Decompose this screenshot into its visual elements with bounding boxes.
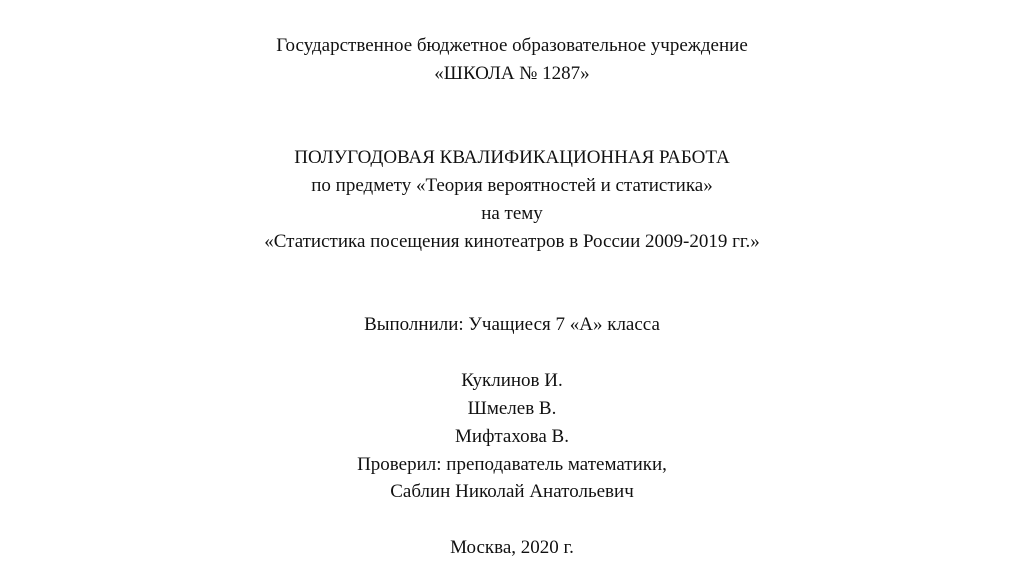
reviewer-name: Саблин Николай Анатольевич bbox=[390, 481, 634, 502]
institution-name: Государственное бюджетное образовательное учреждение bbox=[276, 35, 748, 56]
work-subject: по предмету «Теория вероятностей и статистика» bbox=[311, 175, 713, 196]
author-name: Мифтахова В. bbox=[455, 426, 569, 447]
authors-label: Выполнили: Учащиеся 7 «А» класса bbox=[364, 314, 660, 335]
place-and-year: Москва, 2020 г. bbox=[450, 537, 574, 558]
work-topic: «Статистика посещения кинотеатров в России 2009-2019 гг.» bbox=[264, 231, 760, 252]
author-name: Куклинов И. bbox=[461, 370, 563, 391]
topic-label: на тему bbox=[481, 203, 543, 224]
work-type: ПОЛУГОДОВАЯ КВАЛИФИКАЦИОННАЯ РАБОТА bbox=[294, 147, 730, 168]
author-name: Шмелев В. bbox=[467, 398, 557, 419]
school-name: «ШКОЛА № 1287» bbox=[434, 63, 590, 84]
reviewer-label: Проверил: преподаватель математики, bbox=[357, 454, 667, 475]
